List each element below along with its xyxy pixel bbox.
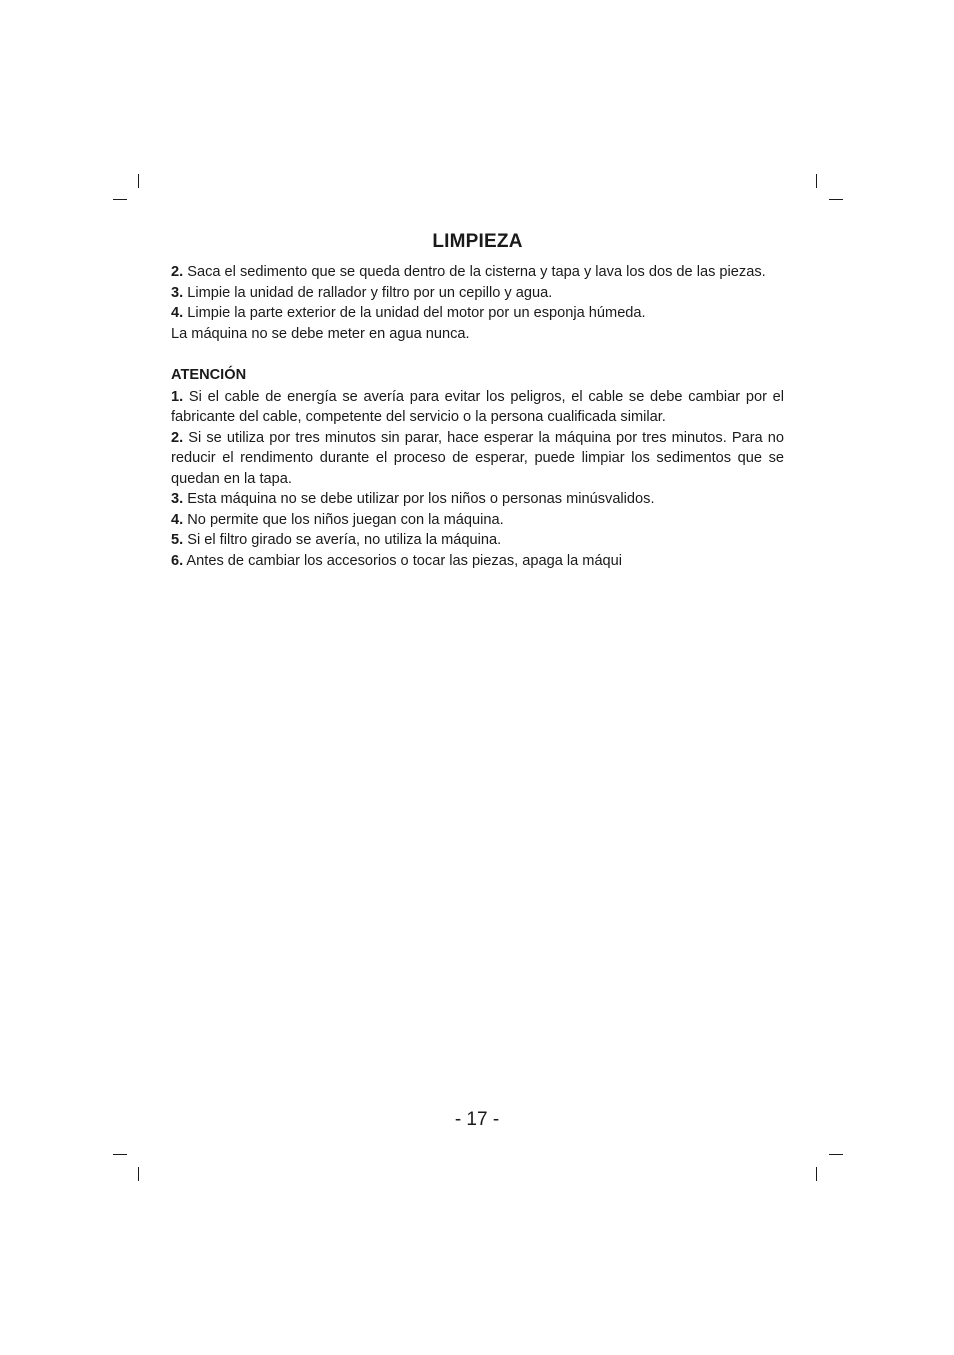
item-text: Esta máquina no se debe utilizar por los niños o personas minúsvalidos. bbox=[187, 491, 655, 507]
cleaning-item bbox=[171, 303, 784, 324]
cleaning-list bbox=[171, 262, 784, 344]
item-number: 2. bbox=[171, 429, 184, 446]
crop-mark-top-right-horizontal bbox=[829, 199, 843, 200]
cleaning-note: La máquina no se debe meter en agua nunca. bbox=[171, 325, 470, 342]
cleaning-item bbox=[171, 262, 784, 283]
item-text: No permite que los niños juegan con la máquina. bbox=[187, 511, 504, 528]
attention-item bbox=[171, 489, 784, 510]
page-number: - 17 - bbox=[454, 1109, 500, 1130]
crop-mark-bottom-left-vertical bbox=[138, 1167, 139, 1181]
item-text: Si el cable de energía se avería para evitar los peligros, el cable se debe cambiar por el fabricante del cable, competente del servicio o la persona cualificada similar. bbox=[171, 388, 784, 425]
item-text: Limpie la unidad de rallador y filtro por un cepillo y agua. bbox=[187, 284, 553, 301]
attention-item bbox=[171, 387, 784, 428]
item-number: 5. bbox=[171, 532, 184, 548]
item-text: Antes de cambiar los accesorios o tocar las piezas, apaga la máqui bbox=[186, 552, 623, 569]
item-number: 4. bbox=[171, 305, 184, 321]
item-number: 1. bbox=[171, 388, 184, 405]
attention-item bbox=[171, 510, 784, 531]
crop-mark-top-left-vertical bbox=[138, 174, 139, 188]
crop-mark-bottom-left-horizontal bbox=[113, 1154, 127, 1155]
item-number: 3. bbox=[171, 284, 184, 301]
crop-mark-top-left-horizontal bbox=[113, 199, 127, 200]
item-number: 3. bbox=[171, 491, 184, 507]
attention-item bbox=[171, 428, 784, 490]
content bbox=[171, 230, 784, 571]
cleaning-item bbox=[171, 283, 784, 304]
item-text: Si se utiliza por tres minutos sin parar, hace esperar la máquina por tres minutos. Para no reducir el rendimento durante el proceso de esperar, puede limpiar los sedimentos que se quedan en la tapa. bbox=[171, 429, 784, 487]
crop-mark-bottom-right-horizontal bbox=[829, 1154, 843, 1155]
attention-list bbox=[171, 387, 784, 572]
item-number: 2. bbox=[171, 264, 184, 280]
item-text: Saca el sedimento que se queda dentro de la cisterna y tapa y lava los dos de las piezas. bbox=[187, 264, 766, 280]
attention-heading: ATENCIÓN bbox=[171, 367, 247, 383]
item-number: 6. bbox=[171, 552, 184, 569]
item-text: Limpie la parte exterior de la unidad del motor por un esponja húmeda. bbox=[187, 305, 646, 321]
section-title: LIMPIEZA bbox=[432, 231, 523, 252]
attention-item bbox=[171, 551, 784, 572]
attention-item bbox=[171, 530, 784, 551]
item-text: Si el filtro girado se avería, no utiliza la máquina. bbox=[187, 532, 502, 548]
item-number: 4. bbox=[171, 511, 184, 528]
crop-mark-bottom-right-vertical bbox=[816, 1167, 817, 1181]
crop-mark-top-right-vertical bbox=[816, 174, 817, 188]
